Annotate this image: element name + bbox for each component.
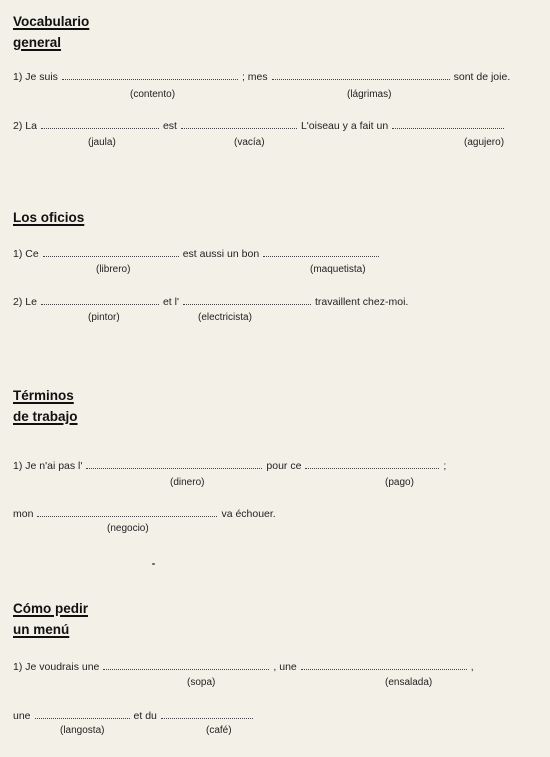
heading-line: Los oficios: [13, 210, 85, 225]
hint-label: (vacía): [234, 137, 265, 148]
section-heading-menu: [13, 598, 88, 640]
hint-label: (café): [206, 725, 232, 736]
heading-line: Términos: [13, 388, 74, 403]
exercise-line: [13, 709, 257, 723]
hint-label: (sopa): [187, 677, 216, 688]
line-text: , une: [273, 661, 297, 673]
line-text: pour ce: [266, 460, 302, 472]
hint-label: (negocio): [107, 523, 149, 534]
blank-field[interactable]: [35, 709, 130, 719]
line-text: mon: [13, 508, 34, 520]
exercise-line: [13, 295, 408, 309]
line-text: 1) Je voudrais une: [13, 661, 100, 673]
blank-field[interactable]: [392, 119, 504, 129]
line-text: 2) Le: [13, 296, 37, 308]
heading-line: Vocabulario: [13, 14, 90, 29]
section-heading-vocabulario: [13, 11, 89, 53]
hint-label: (jaula): [88, 137, 116, 148]
blank-field[interactable]: [161, 709, 253, 719]
hint-label: (contento): [130, 89, 176, 100]
blank-field[interactable]: [301, 660, 467, 670]
blank-field[interactable]: [86, 459, 262, 469]
blank-field[interactable]: [41, 119, 159, 129]
paper-speck: [152, 563, 155, 565]
hint-label: (pintor): [88, 312, 120, 323]
section-heading-terminos: [13, 385, 78, 427]
exercise-line: [13, 507, 276, 521]
blank-field[interactable]: [305, 459, 439, 469]
line-text: va échouer.: [221, 508, 276, 520]
exercise-line: [13, 459, 446, 473]
line-text: et du: [133, 710, 157, 722]
hint-label: (langosta): [60, 725, 105, 736]
heading-line: Cómo pedir: [13, 601, 89, 616]
line-text: L'oiseau y a fait un: [300, 120, 389, 132]
line-text: une: [13, 710, 31, 722]
line-text: sont de joie.: [453, 71, 511, 83]
blank-field[interactable]: [62, 70, 238, 80]
hint-label: (agujero): [464, 137, 505, 148]
hint-label: (maquetista): [310, 264, 366, 275]
blank-field[interactable]: [263, 247, 379, 257]
hint-label: (ensalada): [385, 677, 433, 688]
section-heading-oficios: [13, 207, 84, 228]
blank-field[interactable]: [103, 660, 269, 670]
exercise-line: [13, 70, 510, 84]
exercise-line: [13, 660, 474, 674]
line-text: 1) Ce: [13, 248, 39, 260]
heading-line: un menú: [13, 622, 70, 637]
blank-field[interactable]: [43, 247, 179, 257]
line-text: 1) Je suis: [13, 71, 58, 83]
line-text: ,: [470, 661, 474, 673]
hint-label: (lágrimas): [347, 89, 392, 100]
line-text: 1) Je n'ai pas l': [13, 460, 83, 472]
blank-field[interactable]: [181, 119, 297, 129]
line-text: ;: [443, 460, 447, 472]
blank-field[interactable]: [183, 295, 311, 305]
hint-label: (electricista): [198, 312, 252, 323]
exercise-line: [13, 119, 508, 133]
line-text: et l': [162, 296, 179, 308]
heading-line: general: [13, 35, 62, 50]
line-text: est: [162, 120, 177, 132]
exercise-line: [13, 247, 383, 261]
line-text: travaillent chez-moi.: [314, 296, 409, 308]
blank-field[interactable]: [41, 295, 159, 305]
blank-field[interactable]: [37, 507, 217, 517]
hint-label: (dinero): [170, 477, 205, 488]
line-text: ; mes: [241, 71, 268, 83]
line-text: est aussi un bon: [182, 248, 260, 260]
heading-line: de trabajo: [13, 409, 78, 424]
hint-label: (librero): [96, 264, 131, 275]
line-text: 2) La: [13, 120, 37, 132]
blank-field[interactable]: [272, 70, 450, 80]
hint-label: (pago): [385, 477, 414, 488]
